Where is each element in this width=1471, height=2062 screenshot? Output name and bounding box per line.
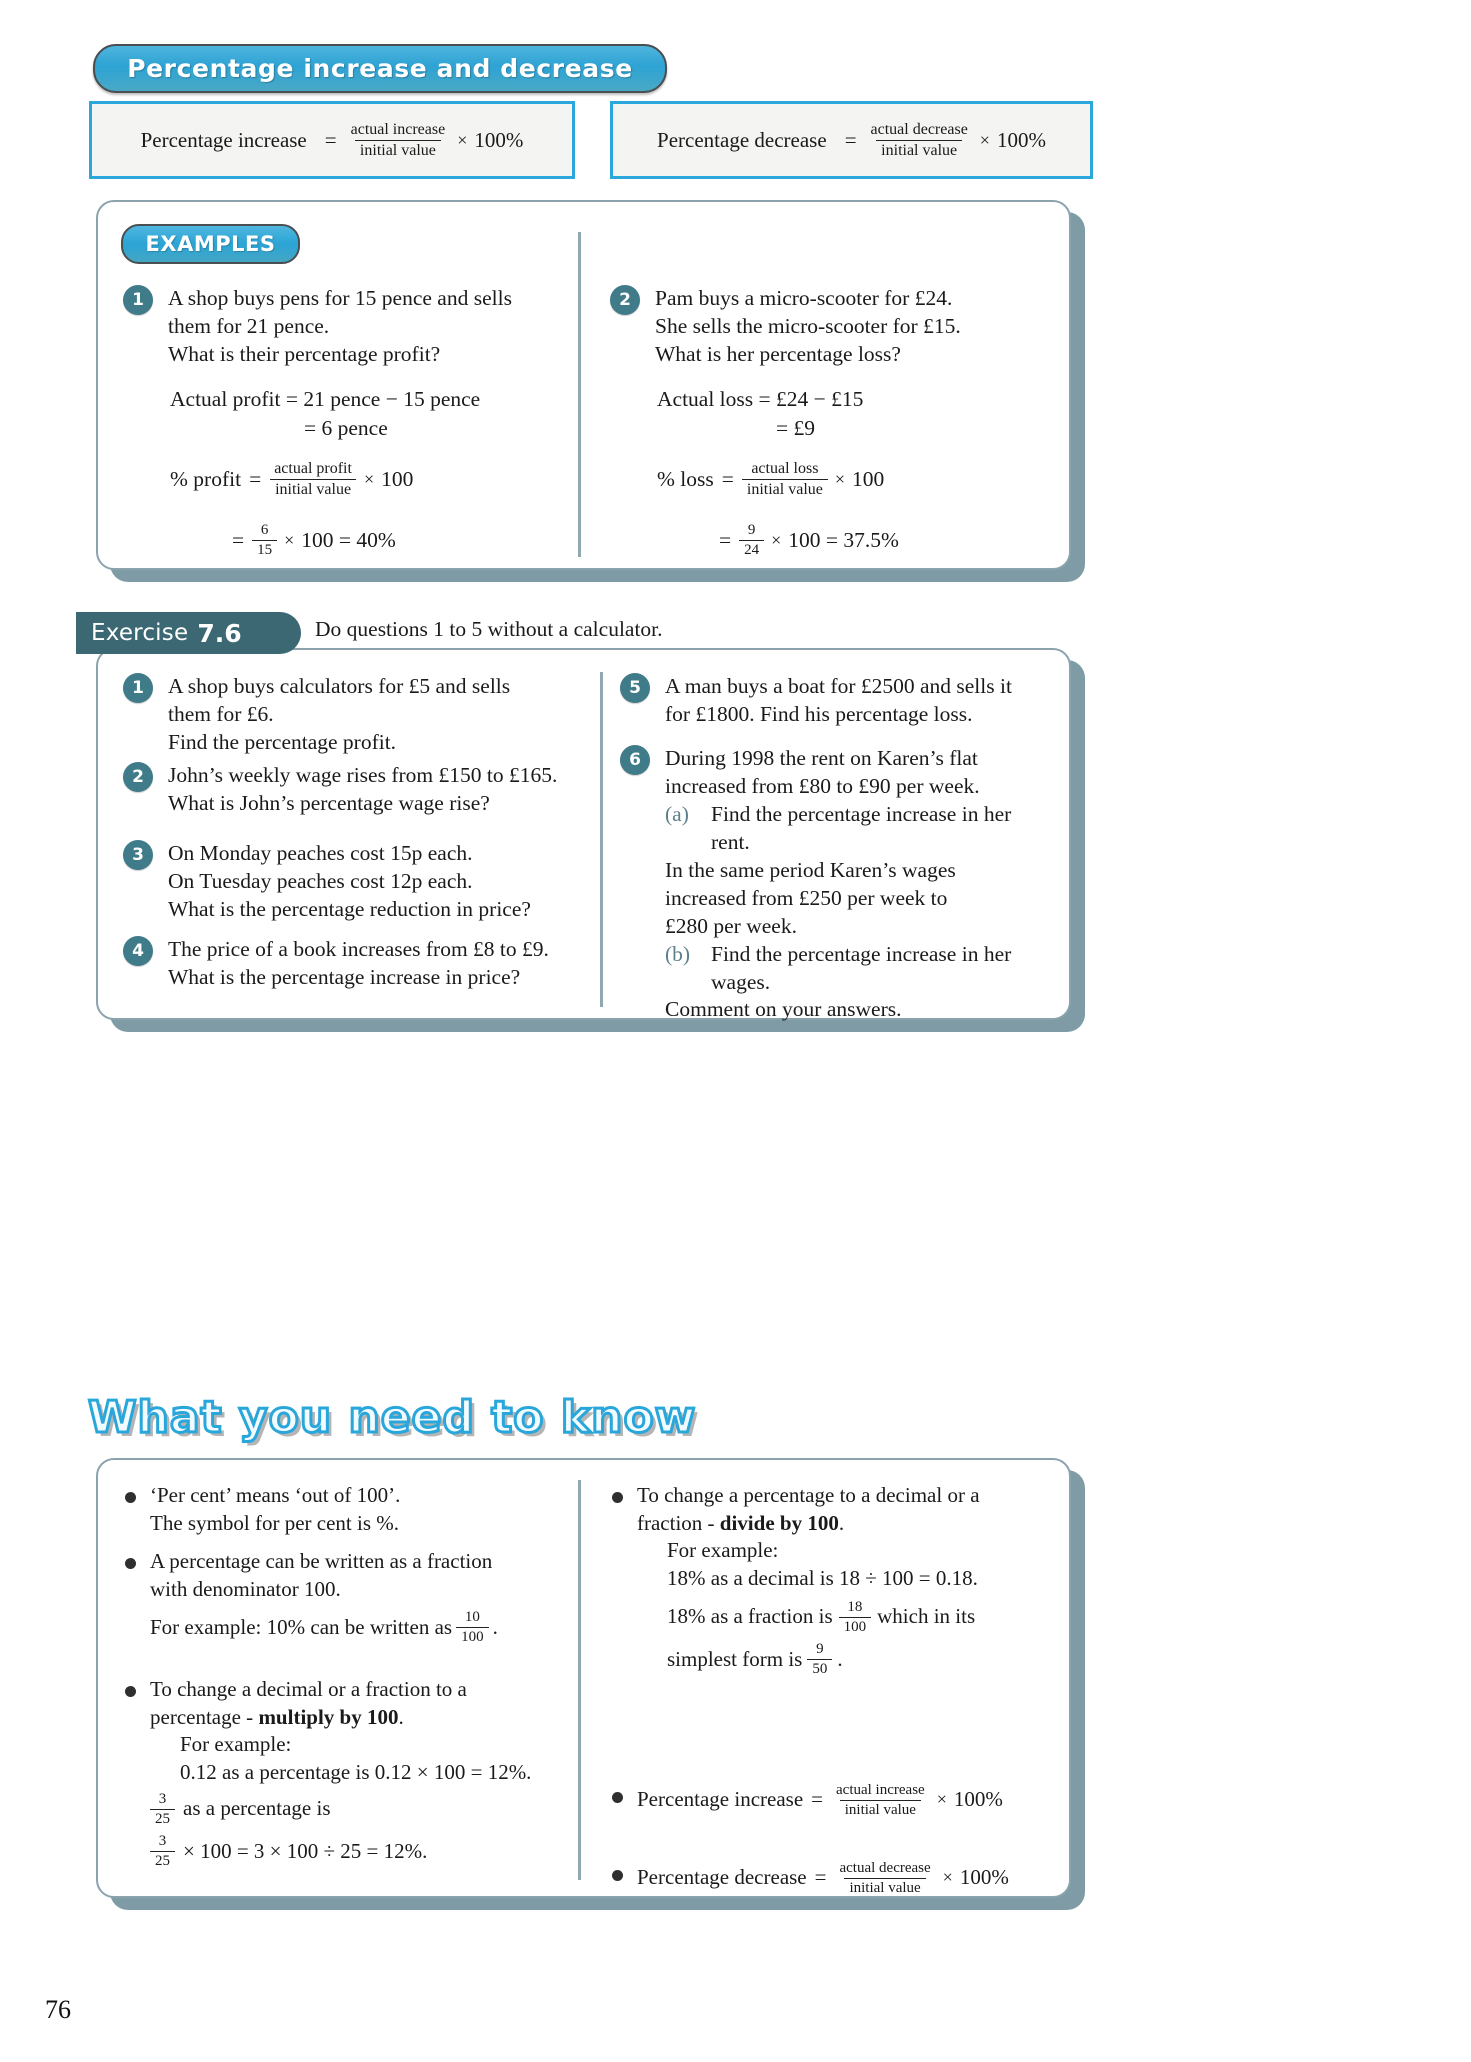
example-item-2: [610, 285, 1040, 369]
exercise-question-1: [123, 673, 583, 757]
formula-increase-denominator: initial value: [355, 140, 441, 160]
example-2-formula-times: ×: [834, 468, 846, 489]
question-number-badge: 3: [123, 840, 153, 870]
formula-increase-equals: =: [324, 127, 337, 152]
left-bullet-1-line-2: The symbol for per cent is %.: [150, 1510, 400, 1535]
question-6-text: [665, 745, 1011, 1024]
example-1-formula-equals: =: [249, 466, 262, 491]
question-6-middle-line-1: In the same period Karen’s wages: [665, 857, 956, 882]
right-bullet-2-lead: Percentage increase: [637, 1787, 804, 1812]
bullet-dot-icon: [612, 1792, 623, 1803]
left-bullet-3-bold-tail: multiply by 100: [258, 1704, 399, 1729]
example-1-result: [232, 522, 396, 559]
question-6-middle-line-2: increased from £250 per week to: [665, 885, 948, 910]
formula-decrease-factor: 100%: [996, 127, 1046, 152]
example-2-formula-factor: 100: [852, 466, 885, 491]
question-3-line-3: What is the percentage reduction in price?: [168, 896, 531, 921]
example-1-formula-numerator: actual profit: [274, 460, 352, 477]
right-bullet-1-bold-tail: divide by 100: [719, 1510, 839, 1535]
example-1-formula-fraction: [269, 460, 357, 499]
exercise-label: Exercise: [91, 620, 189, 646]
example-number-badge: 2: [610, 285, 640, 315]
right-bullet-2-formula: [637, 1782, 1003, 1819]
right-bullet-3-equals: =: [814, 1865, 827, 1890]
formula-box-percentage-decrease: [610, 101, 1093, 179]
bullet-dot-icon: [612, 1870, 623, 1881]
right-bullet-1-fraction-prefix: 18% as a fraction is: [667, 1604, 833, 1629]
left-bullet-2-text: [150, 1548, 498, 1646]
right-bullet-1-line-2-prefix: fraction -: [637, 1510, 720, 1535]
question-1-line-3: Find the percentage profit.: [168, 729, 397, 754]
formula-increase-times: ×: [457, 129, 468, 150]
bullet-dot-icon: [125, 1492, 136, 1503]
left-bullet-3-fraction-3-numerator: 3: [158, 1833, 167, 1850]
right-bullet-1-line-2: [637, 1510, 980, 1538]
need-to-know-left-bullet-3: [125, 1676, 575, 1870]
right-bullet-1-text: [637, 1482, 980, 1678]
example-item-1: [123, 285, 553, 369]
example-1-working-line-1: Actual profit = 21 pence − 15 pence: [170, 387, 481, 411]
question-number-badge: 2: [123, 762, 153, 792]
left-bullet-3-example-label: For example:: [180, 1732, 292, 1757]
example-2-result-fraction: [739, 522, 764, 559]
right-bullet-3-fraction: [834, 1860, 935, 1897]
left-bullet-3-fraction-2-denominator: 25: [150, 1809, 175, 1828]
example-1-formula-factor: 100: [381, 466, 414, 491]
example-1-line-2: them for 21 pence.: [168, 313, 330, 338]
question-6-closing-line: Comment on your answers.: [665, 997, 902, 1022]
example-2-result-equals: =: [719, 527, 732, 552]
example-2-working-line-2: = £9: [776, 416, 816, 440]
example-2-formula-denominator: initial value: [742, 479, 828, 499]
need-to-know-left-bullet-2: [125, 1548, 565, 1646]
formula-decrease-lead: Percentage decrease: [657, 127, 827, 152]
question-2-text: [168, 762, 557, 818]
example-2-formula-fraction: [742, 460, 828, 499]
right-bullet-1-simplest-row: [667, 1641, 980, 1678]
right-bullet-1-tail-punct: .: [838, 1510, 845, 1535]
example-number-badge: 1: [123, 285, 153, 315]
right-bullet-2-times: ×: [936, 1789, 947, 1810]
right-bullet-2-equals: =: [811, 1787, 823, 1812]
right-bullet-1-example-line: 18% as a decimal is 18 ÷ 100 = 0.18.: [667, 1566, 978, 1591]
question-3-line-2: On Tuesday peaches cost 12p each.: [168, 868, 473, 893]
right-bullet-2-factor: 100%: [953, 1787, 1003, 1812]
right-bullet-1-fraction: [839, 1599, 872, 1636]
question-6-part-a-line-2: rent.: [711, 829, 750, 854]
right-bullet-2-fraction: [831, 1782, 930, 1819]
formula-decrease-times: ×: [979, 129, 990, 150]
example-1-working-line-2: = 6 pence: [304, 416, 388, 440]
right-bullet-1-simplest-fraction: [807, 1641, 832, 1678]
exercise-question-4: [123, 936, 593, 992]
right-bullet-3-formula: [637, 1860, 1009, 1897]
example-2-working-line-1: Actual loss = £24 − £15: [657, 387, 864, 411]
example-2-formula-numerator: actual loss: [751, 460, 819, 477]
question-6-part-a: [665, 801, 1011, 829]
examples-column-divider: [578, 232, 581, 557]
right-bullet-2-numerator: actual increase: [836, 1782, 925, 1798]
left-bullet-3-example-line: 0.12 as a percentage is 0.12 × 100 = 12%.: [180, 1760, 532, 1785]
left-bullet-3-tail-punct: .: [398, 1704, 404, 1729]
example-2-result-times: ×: [771, 529, 782, 550]
question-1-line-1: A shop buys calculators for £5 and sells: [168, 674, 511, 698]
need-to-know-left-bullet-1: [125, 1482, 555, 1537]
page-number: 76: [45, 1995, 71, 2024]
example-1-result-denominator: 15: [252, 540, 277, 559]
question-number-badge: 4: [123, 936, 153, 966]
example-1-formula-times: ×: [363, 468, 375, 489]
question-1-text: [168, 673, 510, 757]
example-2-result-tail: 100 = 37.5%: [788, 527, 899, 552]
left-bullet-2-line-2: with denominator 100.: [150, 1576, 341, 1601]
need-to-know-right-bullet-2: [612, 1782, 1072, 1819]
question-2-line-2: What is John’s percentage wage rise?: [168, 790, 490, 815]
right-bullet-1-fraction-row: [667, 1599, 980, 1636]
left-bullet-2-example: [150, 1609, 498, 1646]
need-to-know-column-divider: [578, 1480, 581, 1880]
example-2-formula: [657, 460, 884, 499]
need-to-know-heading: What you need to know: [88, 1392, 697, 1443]
formula-decrease-numerator: actual decrease: [870, 120, 968, 138]
example-2-line-1: Pam buys a micro-scooter for £24.: [655, 286, 953, 310]
exercise-question-3: [123, 840, 593, 924]
question-6-part-a-line-1: Find the percentage increase in her: [711, 801, 1012, 826]
question-number-badge: 5: [620, 673, 650, 703]
example-2-result: [719, 522, 899, 559]
question-3-line-1: On Monday peaches cost 15p each.: [168, 841, 473, 865]
right-bullet-1-simplest-numerator: 9: [816, 1641, 824, 1658]
question-number-badge: 6: [620, 745, 650, 775]
left-bullet-2-example-suffix: .: [492, 1614, 498, 1639]
question-5-text: [665, 673, 1012, 729]
left-bullet-2-example-prefix: For example: 10% can be written as: [150, 1614, 453, 1639]
right-bullet-1-simplest-denominator: 50: [807, 1659, 832, 1678]
example-1-result-equals: =: [232, 527, 245, 552]
right-bullet-3-denominator: initial value: [844, 1878, 925, 1897]
example-1-formula-denominator: initial value: [270, 479, 356, 499]
question-1-line-2: them for £6.: [168, 701, 274, 726]
question-4-line-2: What is the percentage increase in price?: [168, 964, 521, 989]
left-bullet-3-fraction-3-text: × 100 = 3 × 100 ÷ 25 = 12%.: [183, 1838, 428, 1863]
question-6-middle-line-3: £280 per week.: [665, 913, 797, 938]
right-bullet-1-fraction-suffix: which in its: [877, 1604, 976, 1629]
left-bullet-1-text: [150, 1482, 400, 1537]
left-bullet-3-fraction-2-text: as a percentage is: [183, 1796, 331, 1821]
left-bullet-2-fraction: [456, 1609, 489, 1646]
need-to-know-right-bullet-3: [612, 1860, 1072, 1897]
question-6-part-a-label: (a): [665, 801, 689, 826]
examples-badge: [121, 224, 300, 264]
right-bullet-1-fraction-denominator: 100: [839, 1617, 872, 1636]
exercise-column-divider: [600, 672, 603, 1007]
left-bullet-3-fraction-row-2: [150, 1833, 531, 1870]
example-1-result-tail: 100 = 40%: [301, 527, 396, 552]
question-number-badge: 1: [123, 673, 153, 703]
question-3-text: [168, 840, 531, 924]
question-2-line-1: John’s weekly wage rises from £150 to £165.: [168, 763, 558, 787]
question-6-line-2: increased from £80 to £90 per week.: [665, 773, 980, 798]
need-to-know-right-bullet-1: [612, 1482, 1052, 1678]
examples-badge-label: EXAMPLES: [145, 232, 276, 256]
question-6-part-b-line-2: wages.: [711, 969, 771, 994]
left-bullet-3-line-2-prefix: percentage -: [150, 1704, 259, 1729]
example-1-result-numerator: 6: [260, 522, 269, 538]
right-bullet-1-fraction-numerator: 18: [847, 1598, 863, 1615]
formula-increase-factor: 100%: [474, 127, 524, 152]
left-bullet-3-line-2: [150, 1704, 531, 1732]
left-bullet-3-text: [150, 1676, 531, 1870]
right-bullet-1-line-1: To change a percentage to a decimal or a: [637, 1483, 980, 1507]
left-bullet-2-fraction-numerator: 10: [464, 1609, 480, 1626]
page-title: Percentage increase and decrease: [127, 54, 633, 83]
formula-increase-lead: Percentage increase: [140, 127, 307, 152]
example-1-result-fraction: [252, 522, 277, 559]
example-1-line-3: What is their percentage profit?: [168, 341, 441, 366]
left-bullet-2-line-1: A percentage can be written as a fraction: [150, 1549, 493, 1573]
question-4-line-1: The price of a book increases from £8 to £9.: [168, 937, 549, 961]
example-1-formula: [170, 460, 413, 499]
formula-box-percentage-increase: [89, 101, 575, 179]
left-bullet-3-fraction-2-numerator: 3: [158, 1790, 167, 1807]
bullet-dot-icon: [125, 1686, 136, 1697]
right-bullet-3-times: ×: [942, 1867, 953, 1888]
left-bullet-3-fraction-row-1: [150, 1791, 531, 1828]
formula-decrease-equals: =: [844, 127, 857, 152]
right-bullet-3-lead: Percentage decrease: [637, 1865, 807, 1890]
question-6-part-b: [665, 941, 1011, 969]
right-bullet-1-example-label: For example:: [667, 1538, 779, 1563]
example-1-line-1: A shop buys pens for 15 pence and sells: [168, 286, 512, 310]
exercise-question-5: [620, 673, 1060, 729]
left-bullet-2-fraction-denominator: 100: [456, 1627, 489, 1646]
left-bullet-3-fraction-3: [150, 1833, 175, 1870]
left-bullet-3-line-1: To change a decimal or a fraction to a: [150, 1677, 467, 1701]
formula-increase-numerator: actual increase: [350, 120, 446, 138]
example-2-line-3: What is her percentage loss?: [655, 341, 901, 366]
formula-increase-fraction: [346, 121, 451, 160]
exercise-question-2: [123, 762, 593, 818]
example-1-result-times: ×: [284, 529, 295, 550]
page-title-banner: [93, 44, 667, 93]
question-5-line-1: A man buys a boat for £2500 and sells it: [665, 674, 1012, 698]
example-2-formula-equals: =: [721, 466, 734, 491]
example-1-formula-lead: % profit: [170, 466, 242, 491]
bullet-dot-icon: [612, 1492, 623, 1503]
example-2-line-2: She sells the micro-scooter for £15.: [655, 313, 961, 338]
exercise-number: 7.6: [197, 618, 242, 648]
question-4-text: [168, 936, 549, 992]
left-bullet-3-fraction-2: [150, 1791, 175, 1828]
bullet-dot-icon: [125, 1558, 136, 1569]
example-2-text: [655, 285, 961, 369]
example-2-result-denominator: 24: [739, 540, 764, 559]
example-2-formula-lead: % loss: [657, 466, 714, 491]
exercise-tab: [76, 612, 301, 654]
question-6-part-b-label: (b): [665, 941, 691, 966]
formula-decrease-fraction: [866, 121, 973, 160]
right-bullet-1-simplest-suffix: .: [837, 1646, 843, 1671]
question-5-line-2: for £1800. Find his percentage loss.: [665, 701, 973, 726]
exercise-instruction: Do questions 1 to 5 without a calculator.: [315, 617, 663, 641]
right-bullet-1-simplest-prefix: simplest form is: [667, 1646, 803, 1671]
left-bullet-3-fraction-3-denominator: 25: [150, 1851, 175, 1870]
exercise-question-6: [620, 745, 1070, 1024]
formula-decrease-denominator: initial value: [876, 140, 962, 160]
example-2-result-numerator: 9: [747, 522, 756, 538]
right-bullet-2-denominator: initial value: [840, 1800, 921, 1819]
question-6-part-b-line-1: Find the percentage increase in her: [711, 941, 1012, 966]
right-bullet-3-factor: 100%: [959, 1865, 1009, 1890]
question-6-line-1: During 1998 the rent on Karen’s flat: [665, 746, 978, 770]
right-bullet-3-numerator: actual decrease: [839, 1860, 931, 1876]
left-bullet-1-line-1: ‘Per cent’ means ‘out of 100’.: [150, 1483, 401, 1507]
example-1-text: [168, 285, 512, 369]
